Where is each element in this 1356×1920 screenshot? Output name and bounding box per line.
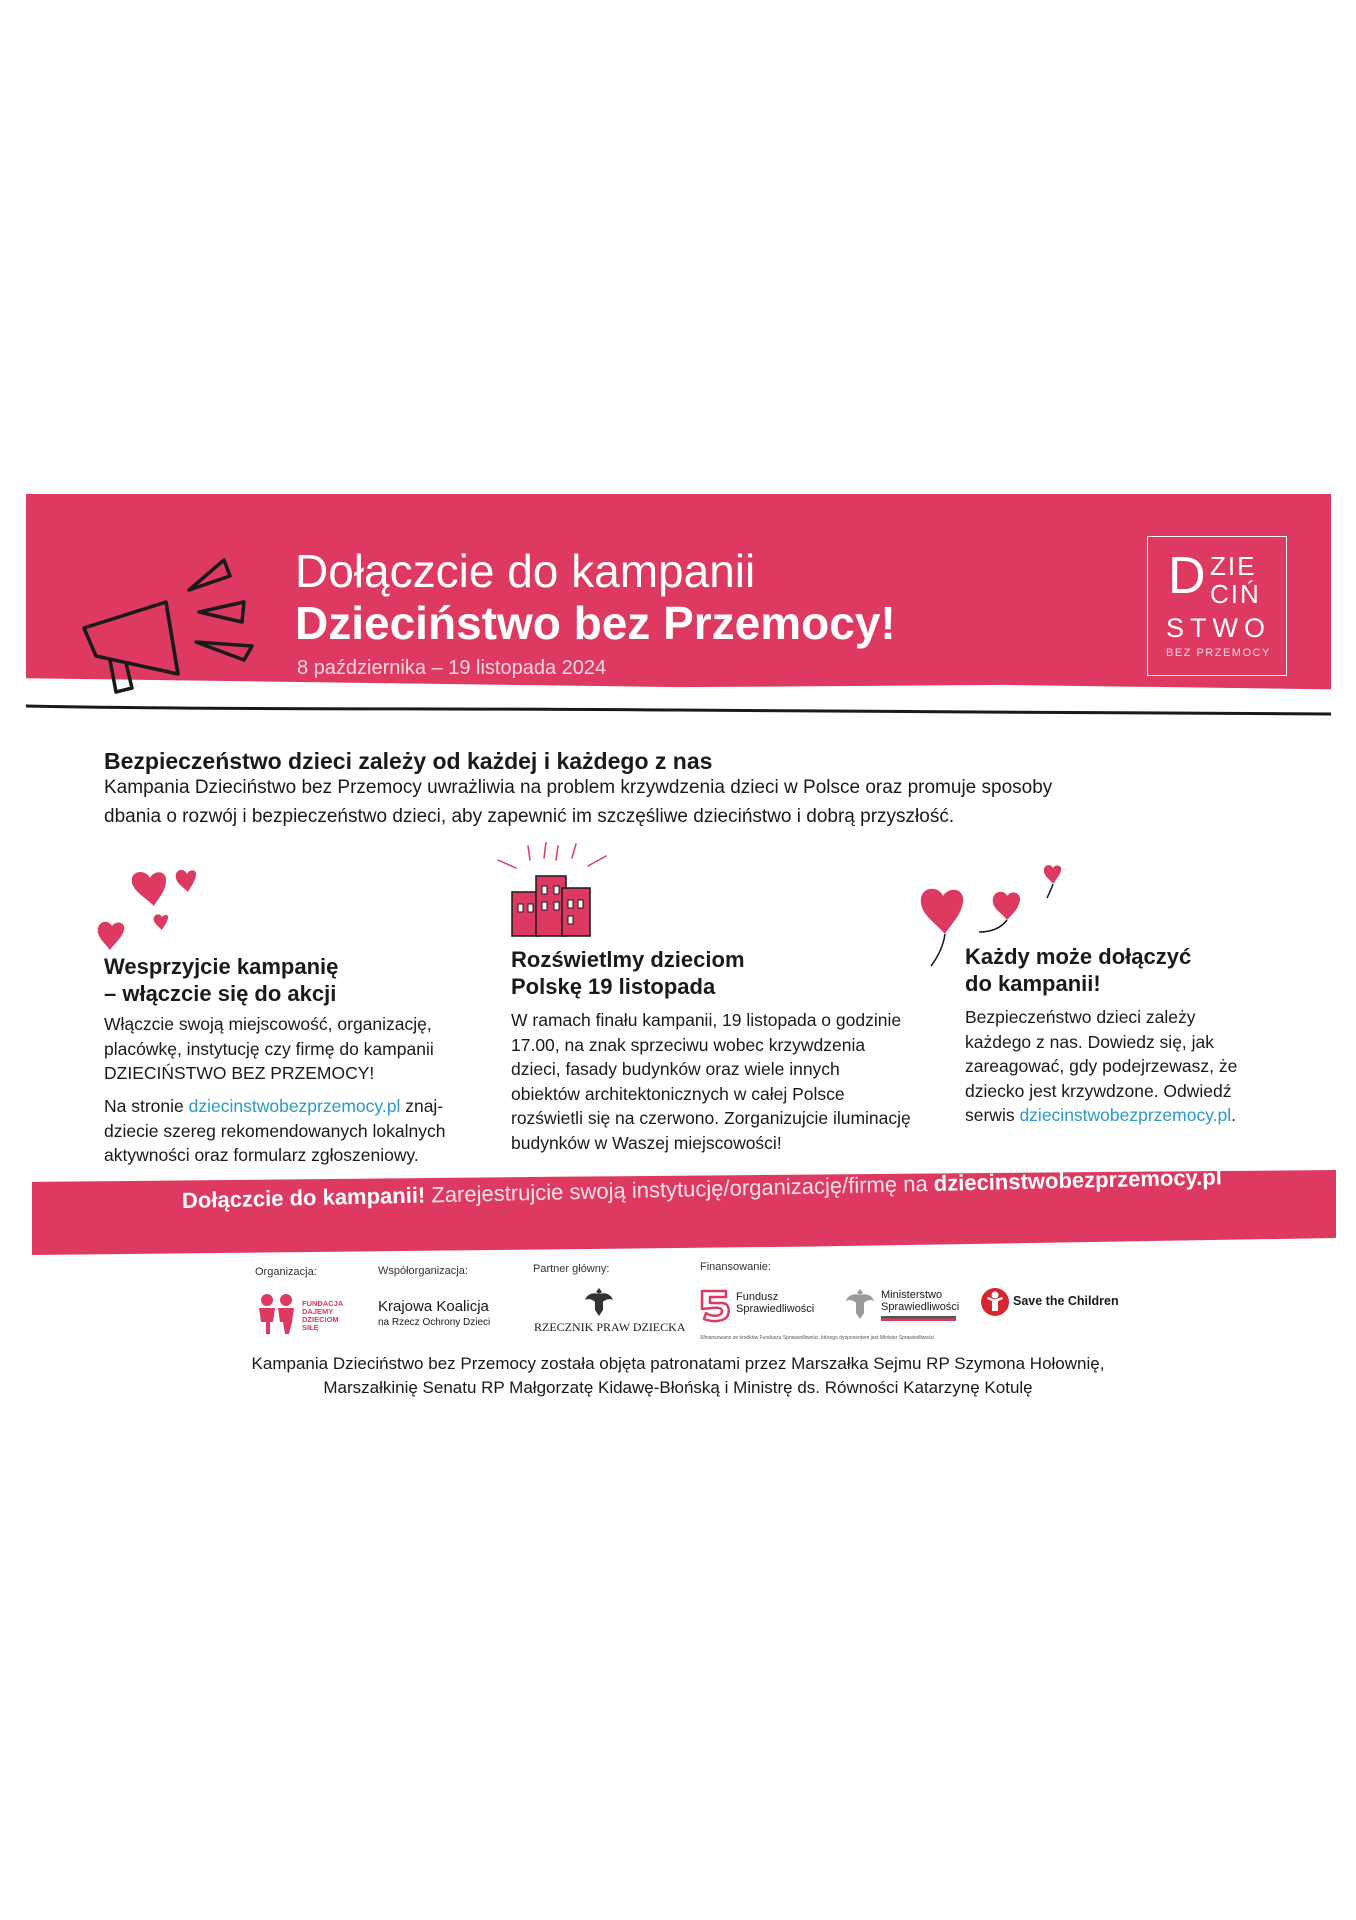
krajowa-koalicja-subtitle: na Rzecz Ochrony Dzieci [378,1317,491,1328]
fundacja-line2: DAJEMY [302,1307,334,1316]
intro-text: Kampania Dzieciństwo bez Przemocy uwrażliwia na problem krzywdzenia dzieci w Polsce oraz promuje sposoby dbania o rozwój i bezpieczeństwo dzieci, aby zapewnić im szczęśliwe dzieciństwo i dobrą przyszłość. [104,777,1053,827]
banner-title-line1: Dołączcie do kampanii [295,545,756,597]
fundusz-line1: Fundusz [736,1291,779,1303]
fundacja-dajemy-dzieciom-sile-logo [256,1292,351,1336]
intro-heading: Bezpieczeństwo dzieci zależy od każdej i każdego z nas [104,748,713,774]
website-text-suffix: znaj-dziecie szereg rekomendowanych lokalnych aktywności oraz formularz zgłoszeniowy. [104,1096,446,1165]
logo-letter-d: D [1168,547,1206,605]
patronage-text [0,1352,1356,1400]
banner-title-line2: Dzieciństwo bez Przemocy! [295,597,896,649]
fundusz-sprawiedliwosci-icon [698,1287,732,1323]
ministry-eagle-icon [845,1287,875,1321]
co-organization-label: Współorganizacja: [378,1265,468,1277]
illuminated-building-icon [478,842,628,942]
fundusz-line2: Sprawiedliwości [736,1303,815,1315]
logo-zie: ZIE [1210,551,1257,581]
krajowa-koalicja-name: Krajowa Koalicja [378,1298,489,1315]
illuminate-heading-line1: Rozświetlmy dzieciom [511,947,745,972]
fundacja-line1: FUNDACJA [302,1299,344,1308]
save-the-children-icon [980,1287,1010,1317]
join-campaign-bold: Dołączcie do kampanii! [181,1182,426,1213]
save-the-children-name: Save the Children [1013,1294,1119,1308]
support-campaign-heading-line1: Wesprzyjcie kampanię [104,954,339,979]
register-link[interactable]: dziecinstwobezprzemocy.pl [933,1164,1223,1196]
website-link[interactable]: dziecinstwobezprzemocy.pl [188,1096,401,1116]
logo-bez-przemocy: BEZ PRZEMOCY [1166,647,1271,659]
everyone-can-join-heading [965,943,1265,997]
logo-stwo: STWO [1166,613,1271,643]
megaphone-icon [74,542,274,702]
support-campaign-heading-line2: – włączcie się do akcji [104,981,337,1006]
campaign-logo [1147,536,1287,676]
eagle-emblem-icon [584,1286,614,1318]
everyone-text-suffix: . [1231,1105,1237,1125]
everyone-can-join-heading-line1: Każdy może dołączyć [965,944,1192,969]
logo-cin: CIŃ [1210,579,1261,609]
illuminate-heading-line2: Polskę 19 listopada [511,974,716,999]
fundacja-line4: SIŁĘ [302,1323,319,1332]
patronage-line2: Marszałkinię Senatu RP Małgorzatę Kidawę-Błońską i Ministrę ds. Równości Katarzynę Kotulę [323,1378,1033,1397]
hearts-icon [96,868,226,958]
service-link[interactable]: dziecinstwobezprzemocy.pl [1019,1105,1232,1125]
everyone-can-join-heading-line2: do kampanii! [965,971,1101,996]
website-text-prefix: Na stronie [104,1096,189,1116]
funding-note: Sfinansowano ze środków Funduszu Sprawiedliwości, którego dysponentem jest Minister Sprawiedliwości [700,1335,935,1341]
fundacja-line3: DZIECIOM [302,1315,339,1324]
illuminate-heading [511,946,811,1000]
everyone-can-join-text [965,1005,1255,1128]
ministry-flag-stripe [881,1316,956,1321]
support-campaign-heading [104,953,404,1007]
ministerstwo-line1: Ministerstwo [881,1289,943,1301]
ministerstwo-line2: Sprawiedliwości [881,1301,960,1313]
children-figures-icon [256,1292,298,1336]
campaign-dates: 8 października – 19 listopada 2024 [297,657,607,679]
everyone-text-prefix: Bezpieczeństwo dzieci zależy każdego z nas. Dowiedz się, jak zareagować, gdy podejrzewasz, że dziecko jest krzywdzone. Odwiedź serwis [965,1007,1238,1125]
rzecznik-praw-dziecka-logo: RZECZNIK PRAW DZIECKA [534,1320,686,1334]
funding-label: Finansowanie: [700,1261,771,1273]
support-campaign-website-text [104,1094,464,1168]
organization-label: Organizacja: [255,1266,317,1278]
main-partner-label: Partner główny: [533,1263,610,1275]
support-campaign-text: Włączcie swoją miejscowość, organizację, placówkę, instytucję czy firmę do kampanii DZIECIŃSTWO BEZ PRZEMOCY! [104,1014,434,1083]
patronage-line1: Kampania Dzieciństwo bez Przemocy została objęta patronatami przez Marszałka Sejmu RP Szymona Hołownię, [251,1354,1105,1373]
illuminate-text: W ramach finału kampanii, 19 listopada o godzinie 17.00, na znak sprzeciwu wobec krzywdzenia dzieci, fasady budynków oraz wiele innych obiektów architektonicznych w całej Polsce rozświetli się na czerwono. Zorganizujcie iluminację budynków w Waszej miejscowości! [511,1010,911,1153]
banner-bottom-edge [26,700,1331,730]
register-text: Zarejestrujcie swoją instytucję/organizację/firmę na [424,1170,935,1208]
